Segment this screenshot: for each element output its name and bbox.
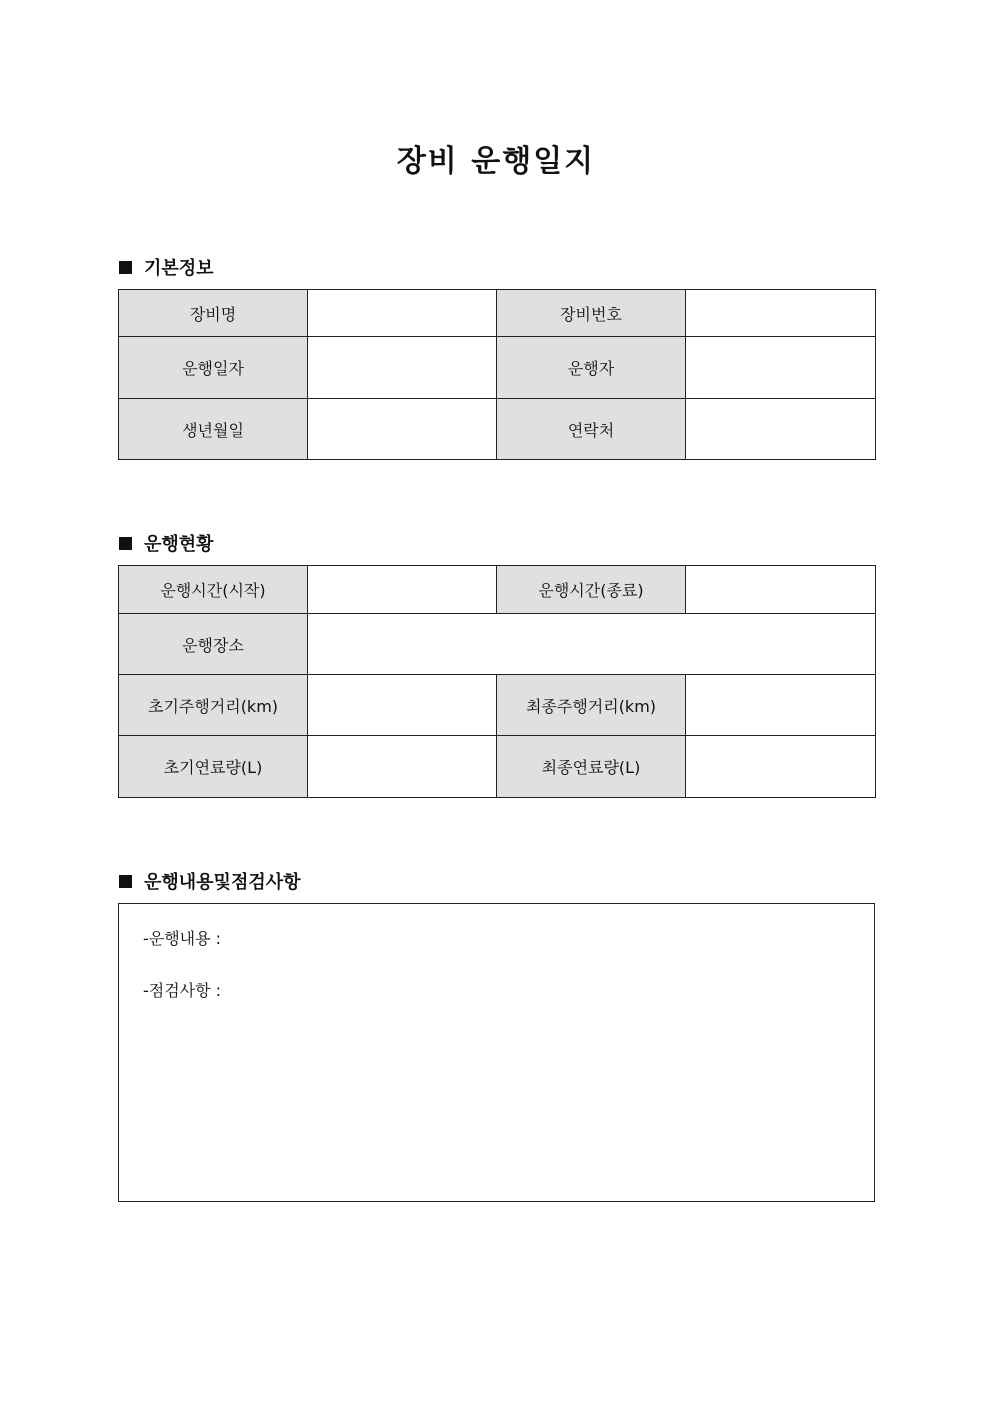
section-basic-title: 기본정보 xyxy=(144,258,214,279)
final-fuel-label: 최종연료량(L) xyxy=(497,736,686,798)
operation-status-table xyxy=(118,565,876,798)
final-fuel-field[interactable] xyxy=(686,736,876,798)
table-row xyxy=(119,614,876,675)
section-notes-title: 운행내용및점검사항 xyxy=(144,872,301,893)
table-row xyxy=(119,675,876,736)
section-status-heading xyxy=(119,530,214,556)
section-status-title: 운행현황 xyxy=(144,534,214,555)
initial-fuel-field[interactable] xyxy=(308,736,497,798)
initial-distance-label: 초기주행거리(km) xyxy=(119,675,308,736)
end-time-label: 운행시간(종료) xyxy=(497,566,686,614)
table-row xyxy=(119,290,876,337)
place-field[interactable] xyxy=(308,614,876,675)
equipment-name-label: 장비명 xyxy=(119,290,308,337)
section-basic-heading xyxy=(119,254,214,280)
inspection-items-label: -점검사항 : xyxy=(143,981,222,1000)
end-time-field[interactable] xyxy=(686,566,876,614)
initial-distance-field[interactable] xyxy=(308,675,497,736)
operation-content-label: -운행내용 : xyxy=(143,929,222,948)
square-bullet-icon xyxy=(119,875,132,888)
operation-date-field[interactable] xyxy=(308,337,497,399)
page-title: 장비 운행일지 xyxy=(396,144,596,179)
final-distance-label: 최종주행거리(km) xyxy=(497,675,686,736)
start-time-label: 운행시간(시작) xyxy=(119,566,308,614)
table-row xyxy=(119,566,876,614)
equipment-number-field[interactable] xyxy=(686,290,876,337)
basic-info-table xyxy=(118,289,876,460)
place-label: 운행장소 xyxy=(119,614,308,675)
operation-date-label: 운행일자 xyxy=(119,337,308,399)
contact-label: 연락처 xyxy=(497,399,686,460)
notes-box[interactable] xyxy=(118,903,875,1202)
table-row xyxy=(119,399,876,460)
start-time-field[interactable] xyxy=(308,566,497,614)
table-row xyxy=(119,337,876,399)
equipment-name-field[interactable] xyxy=(308,290,497,337)
birth-date-field[interactable] xyxy=(308,399,497,460)
section-notes-heading xyxy=(119,868,301,894)
birth-date-label: 생년월일 xyxy=(119,399,308,460)
final-distance-field[interactable] xyxy=(686,675,876,736)
initial-fuel-label: 초기연료량(L) xyxy=(119,736,308,798)
equipment-number-label: 장비번호 xyxy=(497,290,686,337)
square-bullet-icon xyxy=(119,537,132,550)
contact-field[interactable] xyxy=(686,399,876,460)
operator-field[interactable] xyxy=(686,337,876,399)
square-bullet-icon xyxy=(119,261,132,274)
operator-label: 운행자 xyxy=(497,337,686,399)
table-row xyxy=(119,736,876,798)
